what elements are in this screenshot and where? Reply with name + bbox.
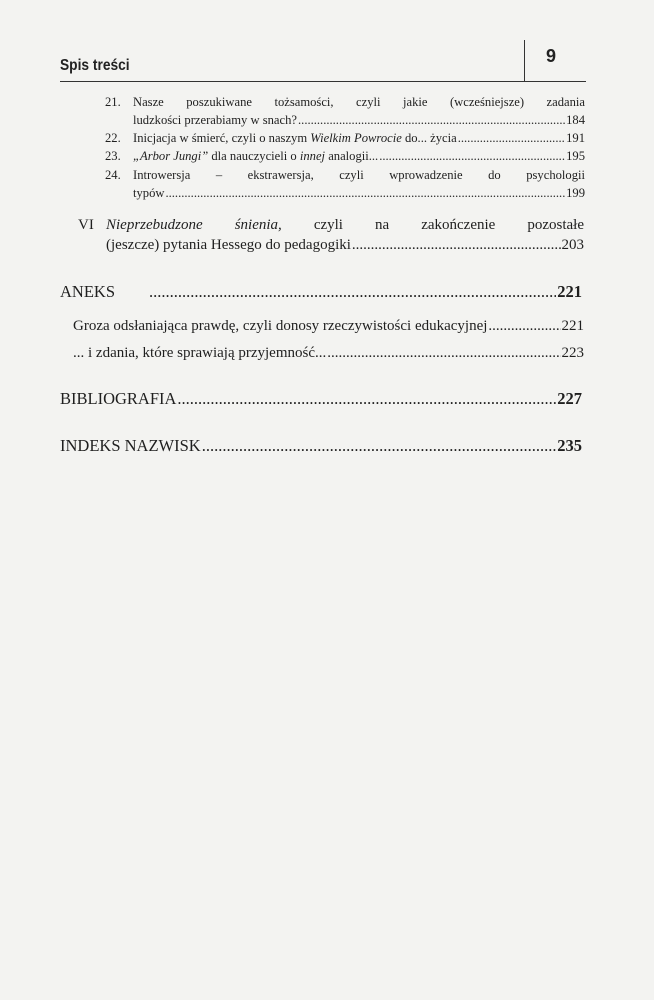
aneks-item-1-text: Groza odsłaniająca prawdę, czyli donosy rzeczywistości edukacyjnej: [73, 318, 488, 334]
dot-leader: [488, 318, 560, 335]
toc-entry-23-title: [133, 149, 378, 164]
chapter-vi-italic: Nieprzebudzone śnienia,: [106, 217, 282, 233]
toc-entry-23-italic2: innej: [299, 149, 326, 163]
toc-bibliografia[interactable]: [60, 389, 582, 409]
entry-number: 21.: [105, 95, 121, 109]
toc-entry-23-text: dla nauczycieli o: [208, 149, 300, 163]
entry-number: 23.: [105, 149, 121, 163]
toc-entry-22-text: Inicjacja w śmierć, czyli o naszym: [133, 131, 311, 145]
toc-entry-24-page: 199: [566, 186, 585, 200]
dot-leader: [327, 345, 560, 362]
chapter-vi-line1: [106, 217, 584, 234]
toc-entry-23-page: 195: [566, 149, 585, 163]
dot-leader: [298, 113, 565, 128]
aneks-item-1-page: 221: [561, 318, 584, 334]
toc-aneks-item-2[interactable]: [73, 345, 584, 362]
dot-leader: [177, 389, 556, 409]
toc-entry-24-line1: Introwersja – ekstrawersja, czyli wprowadzenie do psychologii: [133, 168, 585, 182]
page-number: 9: [546, 46, 557, 66]
toc-entry-22-title: [133, 131, 457, 146]
toc-aneks[interactable]: [60, 282, 582, 302]
aneks-page: 221: [557, 282, 582, 301]
toc-entry-22-text-end: do... życia: [401, 131, 457, 145]
toc-entry-23-text-end: analogii...: [325, 149, 379, 163]
entry-number: 22.: [105, 131, 121, 145]
indeks-page: 235: [557, 436, 582, 455]
header-divider-vertical: [524, 40, 525, 82]
aneks-item-2-text: ... i zdania, które sprawiają przyjemność...: [73, 345, 327, 361]
dot-leader: [165, 186, 565, 201]
toc-aneks-item-1[interactable]: [73, 318, 584, 335]
indeks-title: INDEKS NAZWISK: [60, 436, 201, 455]
aneks-title: ANEKS: [60, 282, 116, 301]
toc-entry-24-line2: typów: [133, 186, 165, 200]
dot-leader: [458, 131, 565, 146]
chapter-vi-line2: (jeszcze) pytania Hessego do pedagogiki: [106, 237, 351, 253]
toc-entry-22-italic: Wielkim Powrocie: [310, 131, 402, 145]
dot-leader: [202, 436, 557, 456]
running-header-title: Spis treści: [60, 57, 130, 74]
dot-leader: [352, 237, 561, 254]
chapter-roman-numeral: VI: [78, 217, 94, 233]
bibliografia-title: BIBLIOGRAFIA: [60, 389, 177, 408]
toc-entry-23-italic: „Arbor Jungi”: [133, 149, 209, 163]
toc-entry-22-page: 191: [566, 131, 585, 145]
toc-entry-21-page: 184: [566, 113, 585, 127]
toc-entry-21-line1: Nasze poszukiwane tożsamości, czyli jakie (wcześniejsze) zadania: [133, 95, 585, 109]
toc-indeks-nazwisk[interactable]: [60, 436, 582, 456]
aneks-item-2-page: 223: [561, 345, 584, 361]
bibliografia-page: 227: [557, 389, 582, 408]
toc-entry-24[interactable]: [133, 186, 585, 201]
toc-entry-21-line2: ludzkości przerabiamy w snach?: [133, 113, 298, 127]
toc-entry-22[interactable]: [133, 131, 585, 146]
toc-chapter-vi[interactable]: [106, 237, 584, 254]
dot-leader: [149, 282, 556, 302]
dot-leader: [379, 149, 565, 164]
toc-entry-23[interactable]: [133, 149, 585, 164]
chapter-vi-text: czyli na zakończenie pozostałe: [281, 217, 584, 233]
entry-number: 24.: [105, 168, 121, 182]
chapter-vi-page: 203: [561, 237, 584, 253]
header-rule: [60, 81, 586, 82]
toc-entry-21[interactable]: [133, 113, 585, 128]
